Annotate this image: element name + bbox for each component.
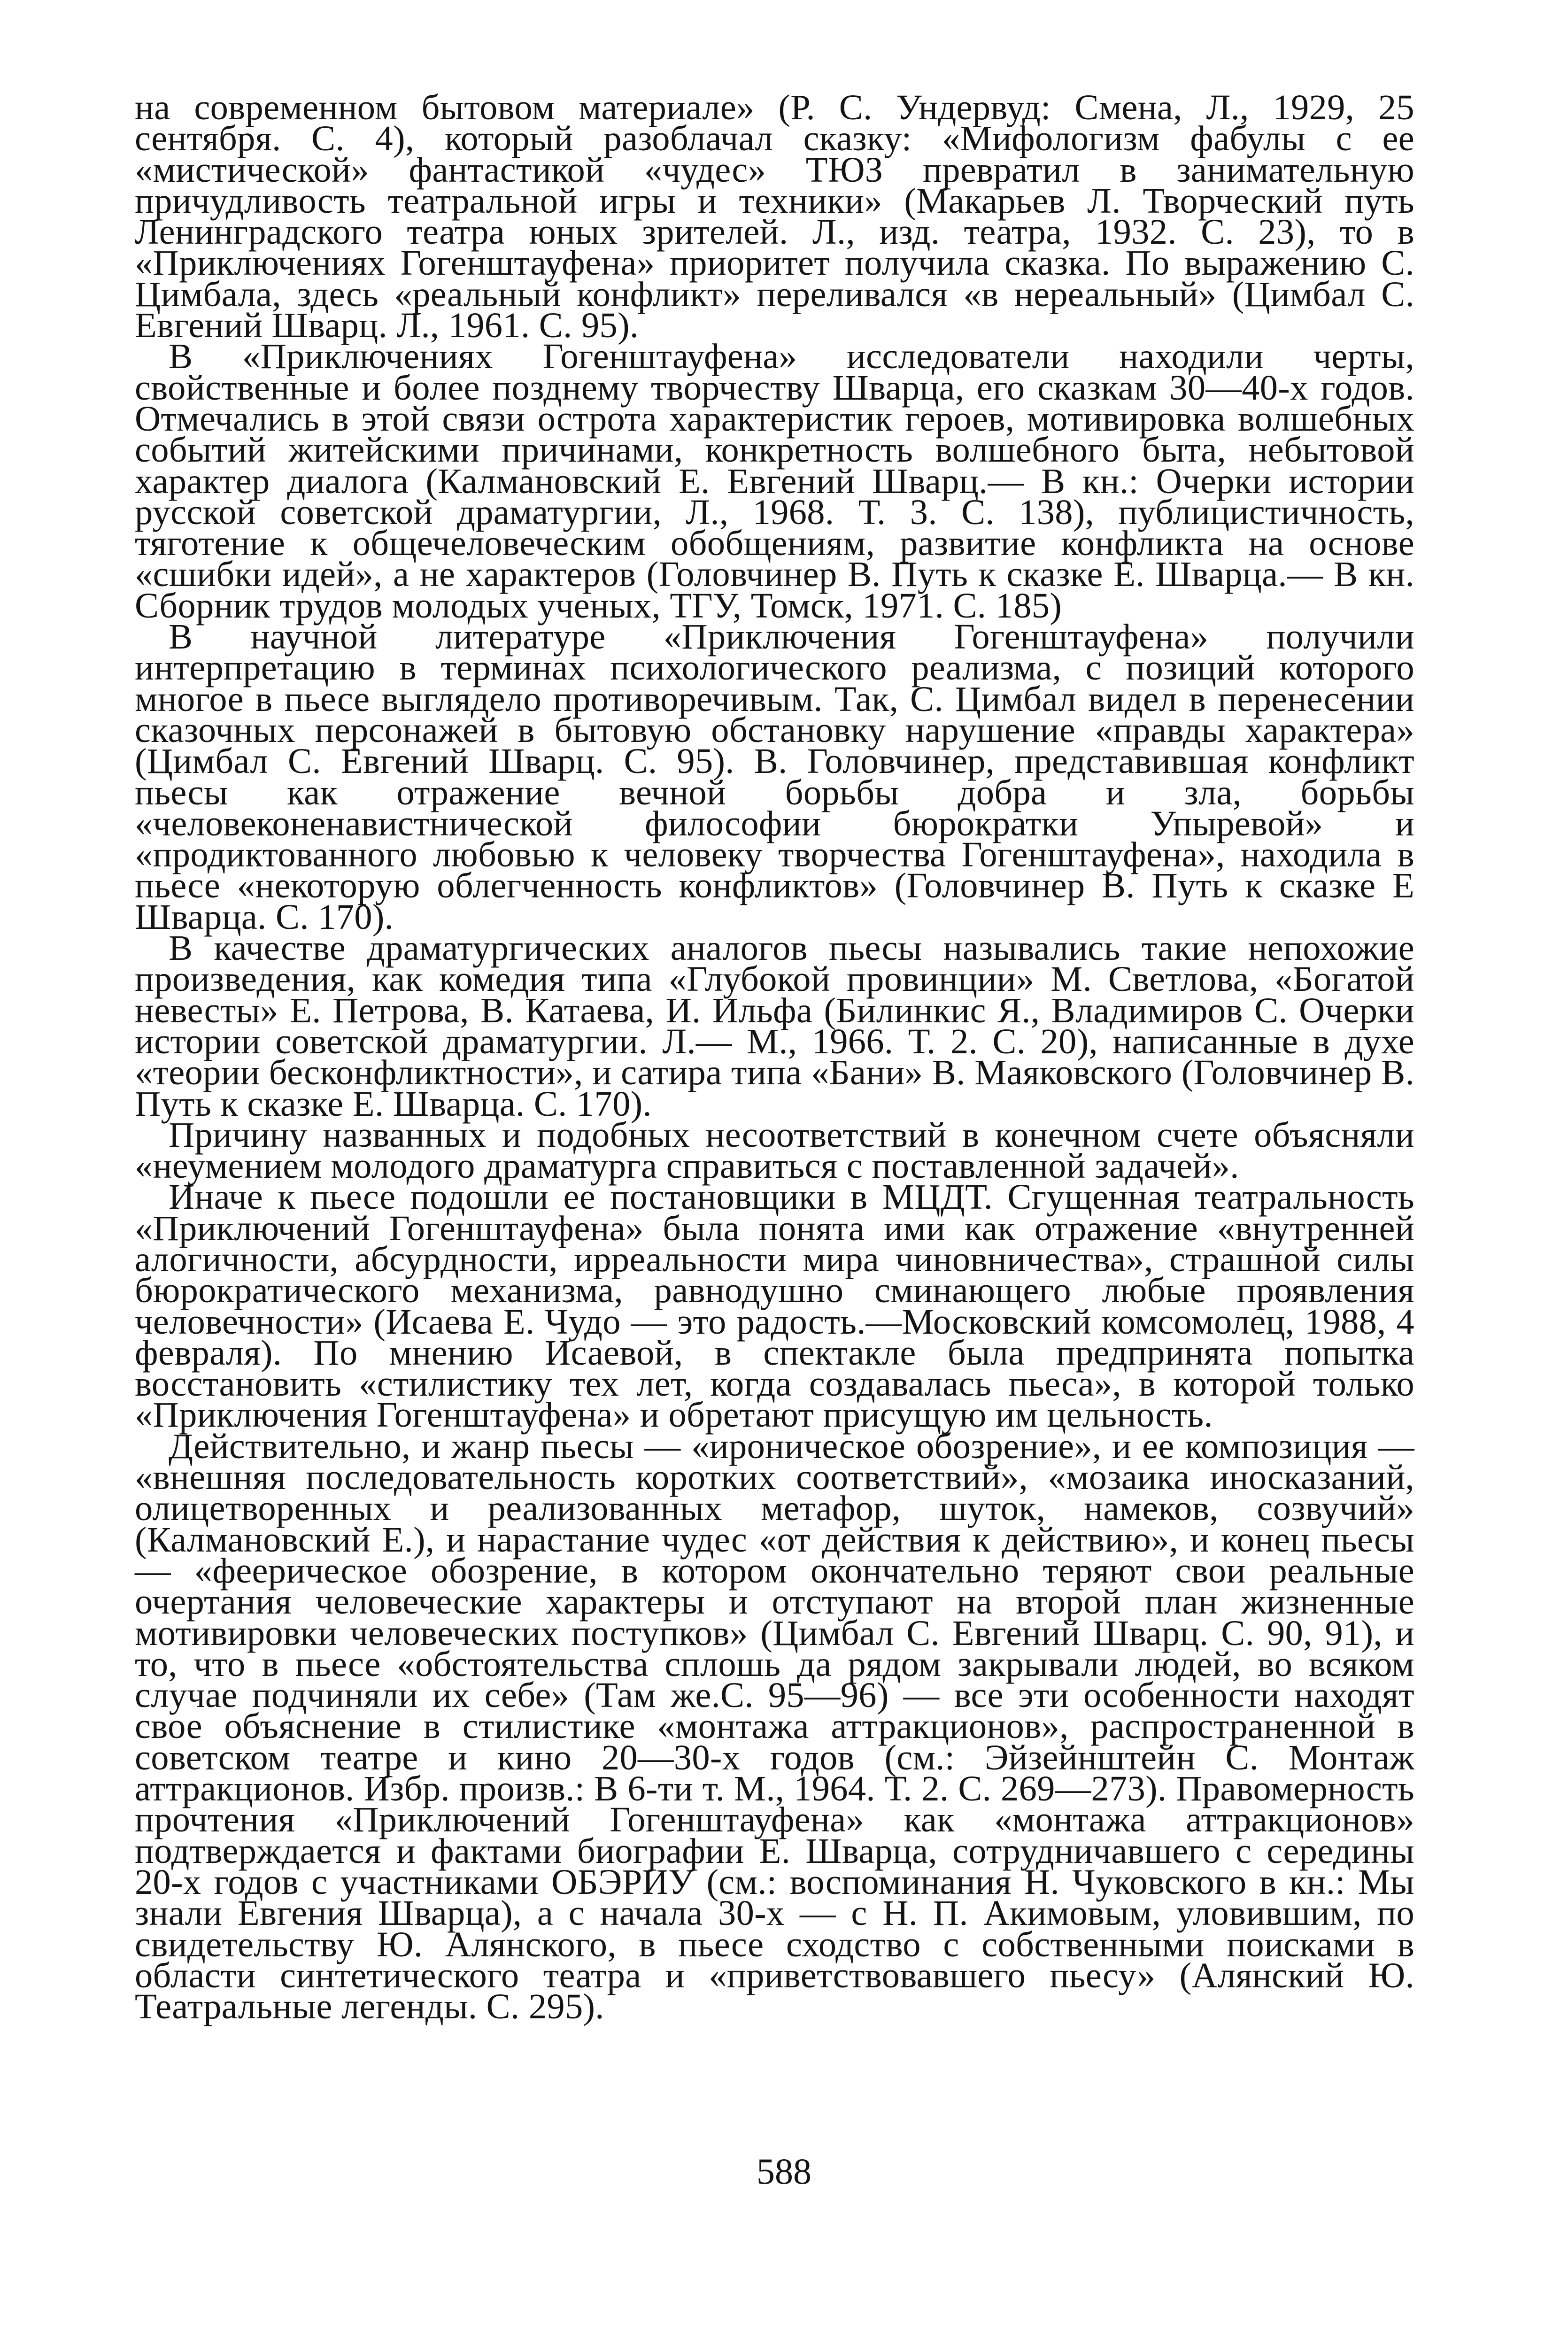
paragraph-dramaturgical-analogues: В качестве драматургических аналогов пьесы назывались такие непохожие произведения, как комедия типа «Глубокой провинции» М. Светлова, «Богатой невесты» Е. Петрова, В. Катаева, И. Ильфа (Билинкис Я., Владимиров С. Очерки истории советской драматургии. Л.— М., 1966. Т. 2. С. 20), написанные в духе «теории бесконфликтности», и сатира типа «Бани» В. Маяковского (Головчинер В. Путь к сказке Е. Шварца. С. 170). [135,928,1414,1124]
paragraph-reasons: Причину названных и подобных несоответствий в конечном счете объясняли «неумением молодого драматурга справиться с поставленной задачей». [135,1114,1414,1186]
body-text [135,87,1414,2027]
paragraph-continuation: на современном бытовом материале» (Р. С. Ундервуд: Смена, Л., 1929, 25 сентября. С. 4), который разоблачал сказку: «Мифологизм фабулы с ее «мистической» фантастикой «чудес» ТЮЗ превратил в занимательную причудливость театральной игры и техники» (Макарьев Л. Творческий путь Ленинградского театра юных зрителей. Л., изд. театра, 1932. С. 23), то в «Приключениях Гогенштауфена» приоритет получила сказка. По выражению С. Цимбала, здесь «реальный конфликт» переливался «в нереальный» (Цимбал С. Евгений Шварц. Л., 1961. С. 95). [135,87,1414,346]
paragraph-research-traits: В «Приключениях Гогенштауфена» исследователи находили черты, свойственные и более позднему творчеству Шварца, его сказкам 30—40-х годов. Отмечались в этой связи острота характеристик героев, мотивировка волшебных событий житейскими причинами, конкретность волшебного быта, небытовой характер диалога (Калмановский Е. Евгений Шварц.— В кн.: Очерки истории русской советской драматургии, Л., 1968. Т. 3. С. 138), публицистичность, тяготение к общечеловеческим обобщениям, развитие конфликта на основе «сшибки идей», а не характеров (Головчинер В. Путь к сказке Е. Шварца.— В кн. Сборник трудов молодых ученых, ТГУ, Томск, 1971. С. 185) [135,336,1414,626]
page-number: 588 [757,2151,811,2192]
paragraph-montage-of-attractions: Действительно, и жанр пьесы — «ироническое обозрение», и ее композиция — «внешняя последовательность коротких соответствий», «мозаика иносказаний, олицетворенных и реализованных метафор, шуток, намеков, созвучий» (Калмановский Е.), и нарастание чудес «от действия к действию», и конец пьесы — «феерическое обозрение, в котором окончательно теряют свои реальные очертания человеческие характеры и отступают на второй план жизненные мотивировки человеческих поступков» (Цимбал С. Евгений Шварц. С. 90, 91), и то, что в пьесе «обстоятельства сплошь да рядом закрывали людей, во всяком случае подчиняли их себе» (Там же.С. 95—96) — все эти особенности находят свое объяснение в стилистике «монтажа аттракционов», распространенной в советском театре и кино 20—30-х годов (см.: Эйзейнштейн С. Монтаж аттракционов. Избр. произв.: В 6-ти т. М., 1964. Т. 2. С. 269—273). Правомерность прочтения «Приключений Гогенштауфена» как «монтажа аттракционов» подтверждается и фактами биографии Е. Шварца, сотрудничавшего с середины 20-х годов с участниками ОБЭРИУ (см.: воспоминания Н. Чуковского в кн.: Мы знали Евгения Шварца), а с начала 30-х — с Н. П. Акимовым, уловившим, по свидетельству Ю. Алянского, в пьесе сходство с собственными поисками в области синтетического театра и «приветствовавшего пьесу» (Алянский Ю. Театральные легенды. С. 295). [135,1426,1414,2027]
paragraph-mcdt-staging: Иначе к пьесе подошли ее постановщики в МЦДТ. Сгущенная театральность «Приключений Гогенштауфена» была понята ими как отражение «внутренней алогичности, абсурдности, ирреальности мира чиновничества», страшной силы бюрократического механизма, равнодушно сминающего любые проявления человечности» (Исаева Е. Чудо — это радость.—Московский комсомолец, 1988, 4 февраля). По мнению Исаевой, в спектакле была предпринята попытка восстановить «стилистику тех лет, когда создавалась пьеса», в которой только «Приключения Гогенштауфена» и обретают присущую им цельность. [135,1177,1414,1435]
paragraph-scholarly-interpretation: В научной литературе «Приключения Гогенштауфена» получили интерпретацию в терминах психологического реализма, с позиций которого многое в пьесе выглядело противоречивым. Так, С. Цимбал видел в перенесении сказочных персонажей в бытовую обстановку нарушение «правды характера» (Цимбал С. Евгений Шварц. С. 95). В. Головчинер, представившая конфликт пьесы как отражение вечной борьбы добра и зла, борьбы «человеконенавистнической философии бюрократки Упыревой» и «продиктованного любовью к человеку творчества Гогенштауфена», находила в пьесе «некоторую облегченность конфликтов» (Головчинер В. Путь к сказке Е Шварца. С. 170). [135,617,1414,937]
